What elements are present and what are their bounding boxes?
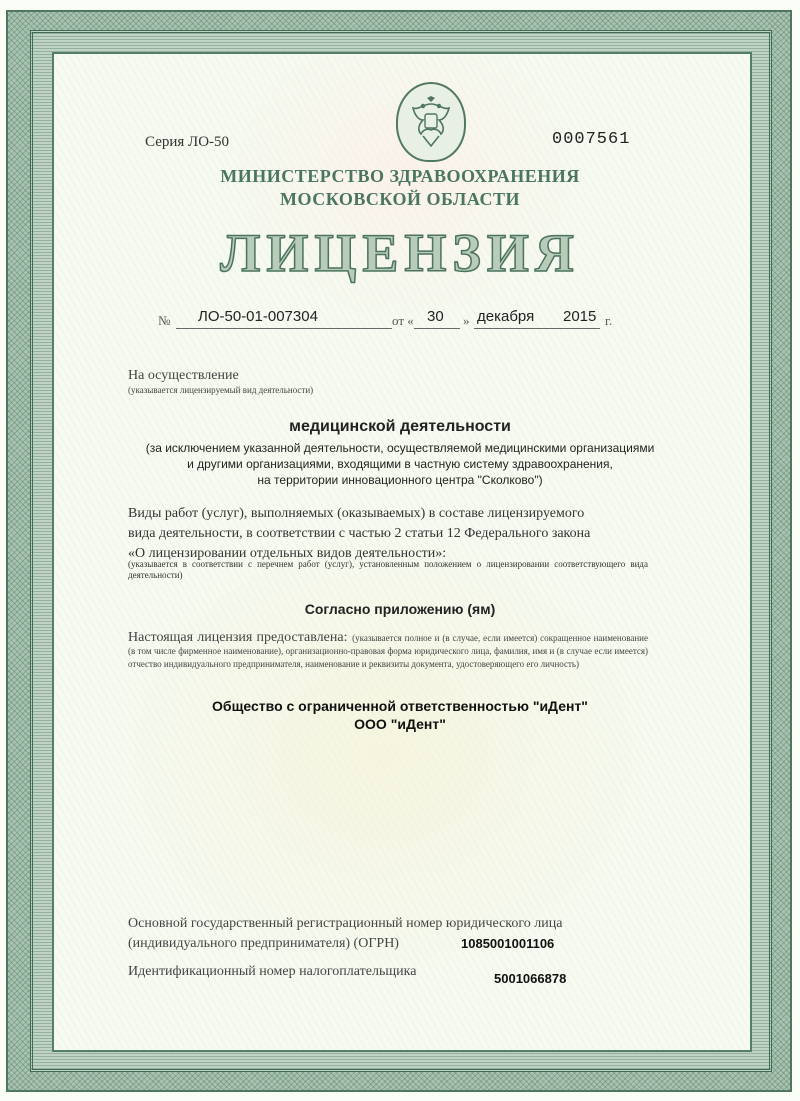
- works-line-3: «О лицензировании отдельных видов деятельности»:: [128, 546, 447, 561]
- granted-block: [128, 631, 648, 670]
- ogrn-label: [128, 914, 648, 954]
- day-underline: [414, 328, 460, 329]
- works-hint: (указывается в соответствии с перечнем работ (услуг), установленным положением о лицензировании соответствующего вида деятельности): [128, 559, 648, 580]
- serial-number: 0007561: [552, 130, 631, 149]
- inn-value: 5001066878: [494, 971, 567, 986]
- ogrn-label-line-1: Основной государственный регистрационный номер юридического лица: [128, 916, 563, 931]
- license-number: ЛО-50-01-007304: [198, 308, 318, 325]
- license-year: 2015: [563, 308, 597, 325]
- granted-hint: (указывается полное и (в случае, если имеется) сокращенное наименование (в том числе фирменное наименование), организационно-правовая форма юридического лица, фамилия, имя и (в случае если имеется) отчество индивидуального предпринимателя, наименование и реквизиты документа, удостоверяющего его личность): [128, 633, 648, 669]
- granted-label: Настоящая лицензия предоставлена:: [128, 630, 348, 645]
- works-value: Согласно приложению (ям): [304, 601, 496, 617]
- organization-full-name: Общество с ограниченной ответственностью "иДент": [212, 698, 588, 714]
- works-line-2: вида деятельности, в соответствии с частью 2 статьи 12 Федерального закона: [128, 526, 591, 541]
- activity-label: На осуществление: [128, 368, 239, 383]
- from-label: от «: [392, 313, 414, 328]
- license-month: декабря: [477, 308, 535, 325]
- activity-name: медицинской деятельности: [289, 418, 511, 435]
- year-suffix: г.: [605, 313, 613, 328]
- organization-short-name: ООО "иДент": [354, 716, 446, 732]
- series-label: Серия ЛО-50: [145, 134, 230, 150]
- ogrn-value: 1085001001106: [461, 936, 555, 951]
- number-sign: №: [158, 313, 171, 328]
- activity-note-line-2: и другими организациями, входящими в частную систему здравоохранения,: [187, 457, 613, 471]
- activity-note-line-3: на территории инновационного центра "Сколково"): [257, 473, 543, 487]
- activity-hint: (указывается лицензируемый вид деятельности): [128, 385, 314, 395]
- activity-note: [108, 440, 692, 488]
- works-line-1: Виды работ (услуг), выполняемых (оказываемых) в составе лицензируемого: [128, 506, 585, 521]
- coat-of-arms-icon: [396, 82, 466, 162]
- license-day: 30: [427, 308, 444, 325]
- issuer-line-2: МОСКОВСКОЙ ОБЛАСТИ: [280, 189, 520, 209]
- ogrn-label-line-2: (индивидуального предпринимателя) (ОГРН): [128, 936, 399, 951]
- day-close-quote: »: [463, 313, 470, 328]
- inn-label: Идентификационный номер налогоплательщика: [128, 964, 417, 979]
- issuer-line-1: МИНИСТЕРСТВО ЗДРАВООХРАНЕНИЯ: [220, 166, 580, 186]
- number-underline: [176, 328, 392, 329]
- works-description: [128, 504, 648, 564]
- activity-note-line-1: (за исключением указанной деятельности, осуществляемой медицинскими организациями: [145, 441, 655, 455]
- document-title: ЛИЦЕНЗИЯ: [220, 223, 580, 283]
- month-year-underline: [474, 328, 600, 329]
